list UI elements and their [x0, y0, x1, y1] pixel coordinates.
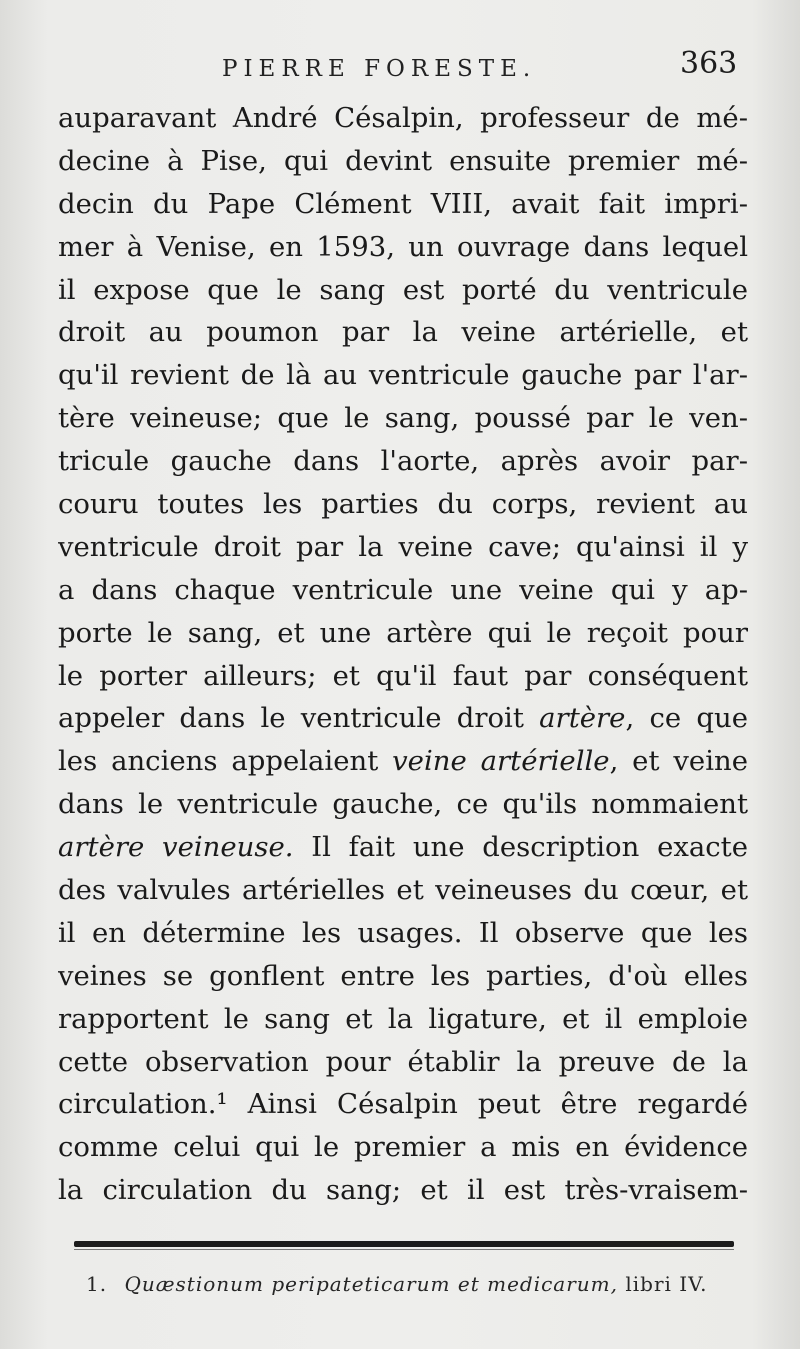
- text-line: [58, 612, 748, 655]
- text-segment: ventricule droit par la veine cave; qu'ainsi il y: [58, 530, 748, 563]
- text-segment: il expose que le sang est porté du ventricule: [58, 273, 748, 306]
- text-segment: le porter ailleurs; et qu'il faut par conséquent: [58, 659, 748, 692]
- text-segment: tère veineuse; que le sang, poussé par le ven-: [58, 402, 748, 435]
- text-segment: Il fait une description exacte: [293, 831, 748, 864]
- running-head: [0, 40, 800, 90]
- text-line: [58, 998, 748, 1041]
- text-segment: des valvules artérielles et veineuses du cœur, et: [58, 874, 748, 907]
- text-segment: il en détermine les usages. Il observe que les: [58, 916, 748, 949]
- text-line: [58, 1169, 748, 1212]
- text-line: [58, 955, 748, 998]
- text-segment: la circulation du sang; et il est très-vraisem-: [58, 1174, 748, 1207]
- text-line: [58, 783, 748, 826]
- text-line: [58, 1083, 748, 1126]
- text-line: [58, 483, 748, 526]
- footnote: [86, 1272, 726, 1296]
- text-line: [58, 311, 748, 354]
- text-line: [58, 183, 748, 226]
- text-line: [58, 697, 748, 740]
- text-segment: couru toutes les parties du corps, revient au: [58, 488, 748, 521]
- text-segment: tricule gauche dans l'aorte, après avoir par-: [58, 445, 748, 478]
- text-line: [58, 569, 748, 612]
- text-line: [58, 826, 748, 869]
- italic-term: artère: [539, 702, 626, 735]
- text-segment: , ce que: [625, 702, 748, 735]
- text-segment: appeler dans le ventricule droit: [58, 702, 540, 735]
- text-line: [58, 1126, 748, 1169]
- text-line: [58, 440, 748, 483]
- text-segment: veines se gonflent entre les parties, d'où elles: [58, 959, 748, 992]
- footnote-mark: 1.: [86, 1272, 108, 1296]
- italic-term: artère veineuse.: [58, 831, 294, 864]
- text-segment: decin du Pape Clément VIII, avait fait impri-: [58, 187, 748, 220]
- text-segment: , et veine: [609, 745, 748, 778]
- footnote-rule-thin: [74, 1249, 734, 1250]
- running-title: PIERRE FORESTE.: [222, 56, 537, 82]
- text-segment: porte le sang, et une artère qui le reçoit pour: [58, 616, 748, 649]
- page-number: 363: [680, 46, 738, 81]
- text-segment: rapportent le sang et la ligature, et il emploie: [58, 1002, 748, 1035]
- text-line: [58, 354, 748, 397]
- text-line: [58, 869, 748, 912]
- footnote-rule: [74, 1241, 734, 1247]
- italic-term: veine artérielle: [392, 745, 610, 778]
- text-segment: circulation.¹ Ainsi Césalpin peut être regardé: [58, 1088, 748, 1121]
- footnote-tail: libri IV.: [625, 1272, 708, 1296]
- text-segment: comme celui qui le premier a mis en évidence: [58, 1131, 748, 1164]
- text-line: [58, 740, 748, 783]
- text-line: [58, 655, 748, 698]
- text-segment: auparavant André Césalpin, professeur de mé-: [58, 102, 748, 134]
- text-segment: les anciens appelaient: [58, 745, 393, 778]
- text-segment: qu'il revient de là au ventricule gauche par l'ar-: [58, 359, 748, 392]
- text-line: [58, 226, 748, 269]
- text-line: [58, 97, 748, 140]
- text-line: [58, 526, 748, 569]
- text-segment: decine à Pise, qui devint ensuite premier mé-: [58, 144, 748, 177]
- text-segment: cette observation pour établir la preuve de la: [58, 1045, 748, 1078]
- text-line: [58, 912, 748, 955]
- text-segment: mer à Venise, en 1593, un ouvrage dans lequel: [58, 230, 748, 263]
- text-line: [58, 140, 748, 183]
- text-segment: a dans chaque ventricule une veine qui y ap-: [58, 573, 748, 606]
- body-text: [58, 97, 748, 1212]
- text-line: [58, 1041, 748, 1084]
- text-segment: dans le ventricule gauche, ce qu'ils nommaient: [58, 788, 748, 821]
- text-line: [58, 269, 748, 312]
- footnote-title: Quæstionum peripateticarum et medicarum,: [124, 1272, 618, 1296]
- text-line: [58, 397, 748, 440]
- text-segment: droit au poumon par la veine artérielle, et: [58, 316, 748, 349]
